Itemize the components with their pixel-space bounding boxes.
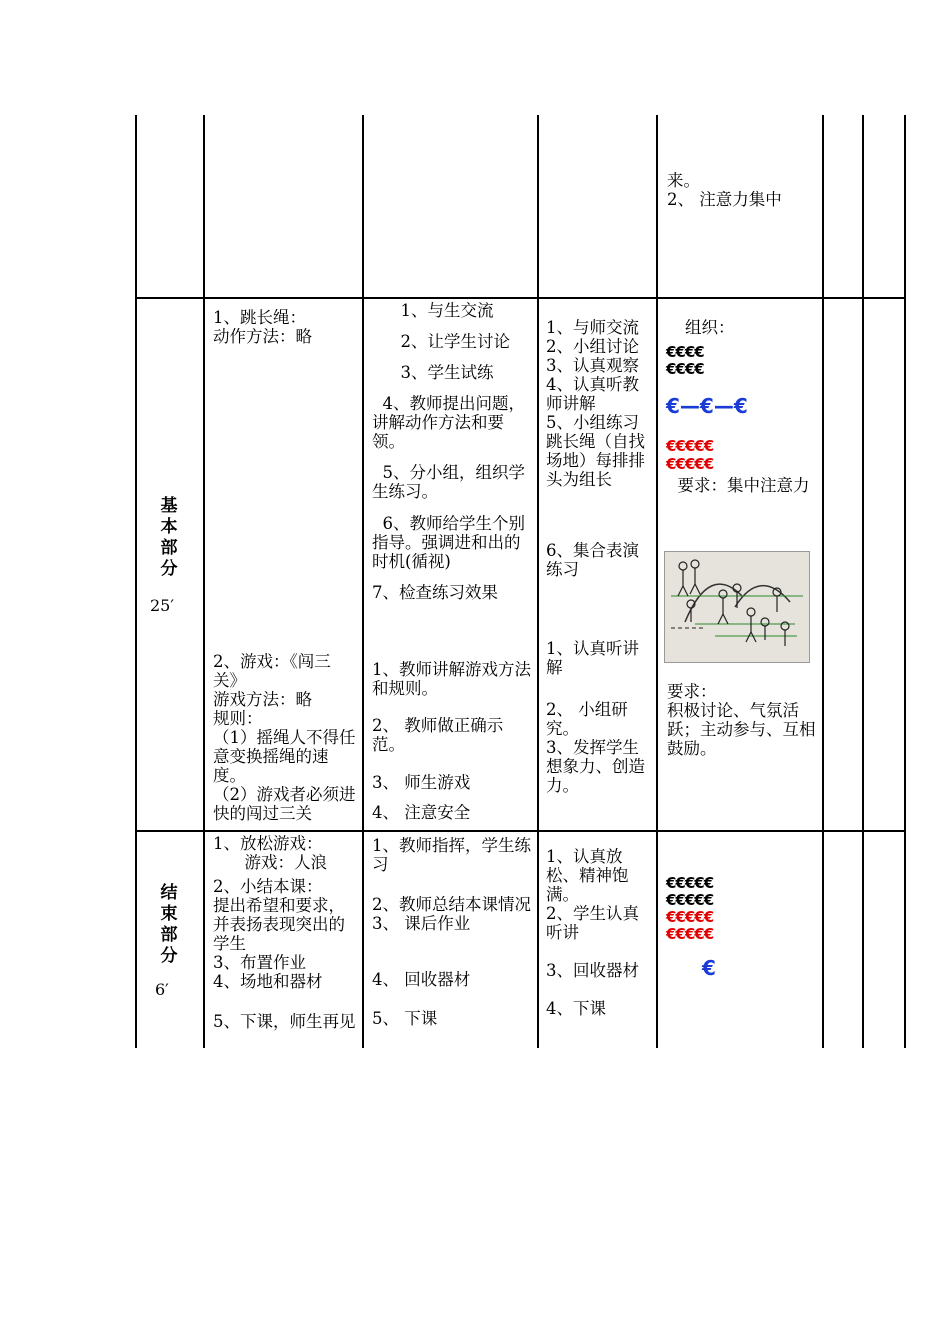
table-border-left [135, 115, 137, 1048]
formation-rope-line: €—€—€ [666, 394, 748, 418]
end-formation-black-2: €€€€€ [666, 891, 714, 909]
row-divider-1 [135, 297, 906, 299]
end-student-step-3: 3、回收器材 [546, 961, 639, 980]
table-col-divider-4 [656, 115, 658, 1048]
teacher-step-1: 1、与生交流 [390, 301, 494, 320]
rope-jumping-illustration [664, 551, 810, 663]
teacher-game-step-1: 1、教师讲解游戏方法和规则。 [372, 660, 531, 698]
end-formation-teacher: € [702, 956, 715, 980]
student-game-step-1: 1、认真听讲解 [546, 639, 639, 677]
end-content-dismiss: 5、下课，师生再见 [213, 1012, 356, 1031]
student-game-steps: 2、 小组研究。 3、发挥学生想象力、创造力。 [546, 700, 645, 795]
teacher-step-3: 3、学生试练 [390, 363, 494, 382]
table-col-divider-6 [862, 115, 864, 1048]
duration-basic: 25′ [150, 596, 174, 615]
organization-label: 组织： [685, 318, 735, 337]
end-teacher-step-1: 1、教师指挥，学生练习 [372, 836, 531, 874]
end-teacher-step-2: 2、教师总结本课情况 3、 课后作业 [372, 895, 531, 933]
game-requirement: 要求： 积极讨论、气氛活跃；主动参与、互相鼓励。 [667, 682, 816, 758]
end-content-summary: 2、小结本课： 提出希望和要求，并表扬表现突出的学生 3、布置作业 4、场地和器材 [213, 877, 345, 991]
table-col-divider-2 [362, 115, 364, 1048]
teacher-game-step-4: 4、 注意安全 [372, 803, 471, 822]
teacher-step-4: 4、教师提出问题，讲解动作方法和要领。 [372, 394, 525, 451]
formation-row-red-2: €€€€€ [666, 455, 714, 473]
table-col-divider-5 [822, 115, 824, 1048]
organization-requirement: 要求：集中注意力 [667, 476, 810, 495]
end-student-step-4: 4、下课 [546, 999, 606, 1018]
table-col-divider-3 [537, 115, 539, 1048]
end-content-relax: 1、放松游戏： 游戏：人浪 [213, 834, 327, 872]
duration-end: 6′ [155, 980, 169, 999]
formation-row-red-1: €€€€€ [666, 437, 714, 455]
section-label-basic: 基 本 部 分 [160, 496, 178, 579]
table-border-right [904, 115, 906, 1048]
top-row-organization-text: 来。 2、 注意力集中 [667, 171, 782, 209]
row-divider-2 [135, 830, 906, 832]
section-label-end: 结 束 部 分 [160, 883, 178, 966]
end-formation-red-2: €€€€€ [666, 925, 714, 943]
end-teacher-step-4: 4、 回收器材 [372, 970, 471, 989]
teacher-game-step-3: 3、 师生游戏 [372, 773, 471, 792]
student-rope-step-6: 6、集合表演练习 [546, 541, 639, 579]
end-student-steps: 1、认真放松、精神饱满。 2、学生认真听讲 [546, 847, 639, 942]
end-formation-red-1: €€€€€ [666, 908, 714, 926]
end-formation-black-1: €€€€€ [666, 874, 714, 892]
teacher-step-6: 6、教师给学生个别指导。强调进和出的时机(循视) [372, 514, 525, 571]
teacher-step-7: 7、检查练习效果 [372, 583, 498, 602]
student-rope-steps: 1、与师交流 2、小组讨论 3、认真观察 4、认真听教师讲解 5、小组练习跳长绳（自找场地）每排排头为组长 [546, 318, 645, 489]
teacher-step-2: 2、让学生讨论 [390, 332, 510, 351]
basic-content-rope: 1、跳长绳： 动作方法：略 [213, 308, 312, 346]
basic-content-game: 2、游戏：《闯三关》 游戏方法：略 规则： （1）摇绳人不得任意变换摇绳的速度。 （2）游戏者必须进快的闯过三关 [213, 652, 356, 823]
formation-row-black-1: €€€€ [666, 343, 704, 361]
teacher-step-5: 5、分小组，组织学生练习。 [372, 463, 525, 501]
formation-row-black-2: €€€€ [666, 360, 704, 378]
table-col-divider-1 [203, 115, 205, 1048]
end-teacher-step-5: 5、 下课 [372, 1009, 438, 1028]
teacher-game-step-2: 2、 教师做正确示范。 [372, 716, 504, 754]
